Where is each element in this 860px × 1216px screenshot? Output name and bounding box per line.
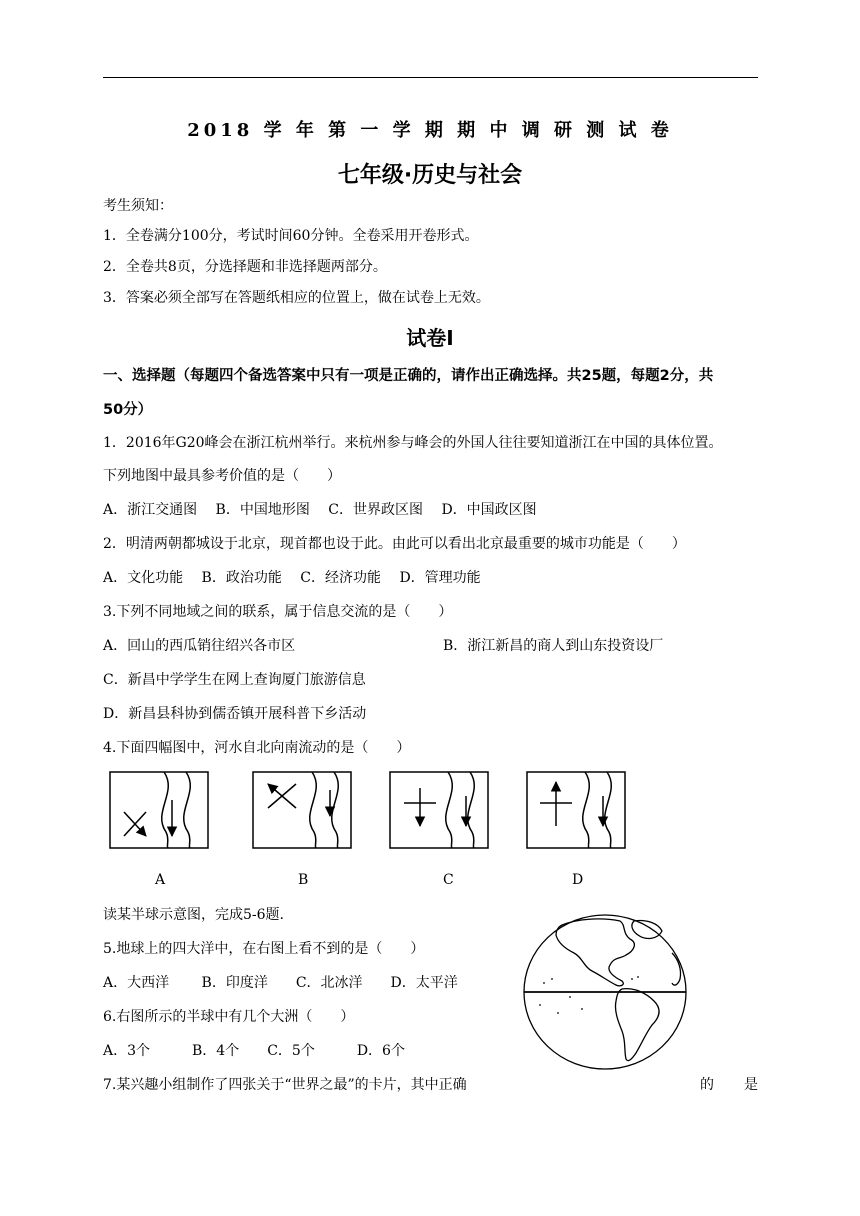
q4-label-d: D — [572, 872, 584, 888]
q7-tail-2: 是 — [744, 1077, 758, 1093]
section-heading-line2: 50分） — [103, 402, 153, 418]
q1-stem-line2: 下列地图中最具参考价值的是（ ） — [103, 468, 341, 484]
north-america-outline — [556, 919, 634, 986]
greenland-outline — [632, 920, 662, 938]
q4-label-b: B — [298, 872, 309, 888]
q5-options: A．大西洋 B．印度洋 C．北冰洋 D．太平洋 — [103, 975, 458, 991]
q7-stem: 7.某兴趣小组制作了四张关于“世界之最”的卡片，其中正确 — [103, 1077, 467, 1093]
q3-option-c: C．新昌中学学生在网上查询厦门旅游信息 — [103, 672, 366, 688]
hemisphere-map — [522, 913, 688, 1071]
q4-stem: 4.下面四幅图中，河水自北向南流动的是（ ） — [103, 740, 411, 756]
island-dots — [539, 976, 639, 1014]
diagram-c — [390, 772, 488, 848]
diagram-b — [253, 772, 351, 848]
notice-item-1: 1．全卷满分100分，考试时间60分钟。全卷采用开卷形式。 — [103, 228, 479, 244]
q3-stem: 3.下列不同地域之间的联系，属于信息交流的是（ ） — [103, 604, 453, 620]
diagram-a — [110, 772, 208, 848]
subject-title: 七年级·历史与社会 — [337, 163, 523, 188]
q6-stem: 6.右图所示的半球中有几个大洲（ ） — [103, 1009, 355, 1025]
notice-item-3: 3．答案必须全部写在答题纸相应的位置上，做在试卷上无效。 — [103, 290, 490, 306]
q3-option-d: D．新昌县科协到儒岙镇开展科普下乡活动 — [103, 706, 367, 722]
q1-options: A．浙江交通图 B．中国地形图 C．世界政区图 D．中国政区图 — [103, 502, 537, 518]
q4-label-c: C — [443, 872, 454, 888]
q7-tail-1: 的 — [700, 1077, 714, 1093]
africa-edge-outline — [672, 953, 681, 985]
notice-item-2: 2．全卷共8页，分选择题和非选择题两部分。 — [103, 259, 387, 275]
diagram-d — [527, 772, 625, 848]
q6-options: A．3个 B．4个 C．5个 D．6个 — [103, 1043, 405, 1059]
section-heading-line1: 一、选择题（每题四个备选答案中只有一项是正确的，请作出正确选择。共25题，每题2分，共 — [103, 368, 714, 384]
exam-title: 2018 学 年 第 一 学 期 期 中 调 研 测 试 卷 — [187, 120, 673, 141]
q3-option-a: A．回山的西瓜销往绍兴各市区 — [103, 638, 296, 654]
q2-options: A．文化功能 B．政治功能 C．经济功能 D．管理功能 — [103, 570, 481, 586]
q1-stem-line1: 1．2016年G20峰会在浙江杭州举行。来杭州参与峰会的外国人往往要知道浙江在中国的具体位置。 — [103, 435, 723, 451]
q5-stem: 5.地球上的四大洋中，在右图上看不到的是（ ） — [103, 941, 425, 957]
q3-option-b: B．浙江新昌的商人到山东投资设厂 — [443, 638, 664, 654]
notice-heading: 考生须知： — [103, 198, 173, 214]
q4-label-a: A — [155, 872, 166, 888]
paper-title: 试卷Ⅰ — [406, 326, 454, 350]
q2-stem: 2．明清两朝都城设于北京，现首都也设于此。由此可以看出北京最重要的城市功能是（ ） — [103, 536, 686, 552]
q5-6-intro: 读某半球示意图，完成5-6题. — [103, 907, 284, 923]
south-america-outline — [615, 989, 659, 1061]
